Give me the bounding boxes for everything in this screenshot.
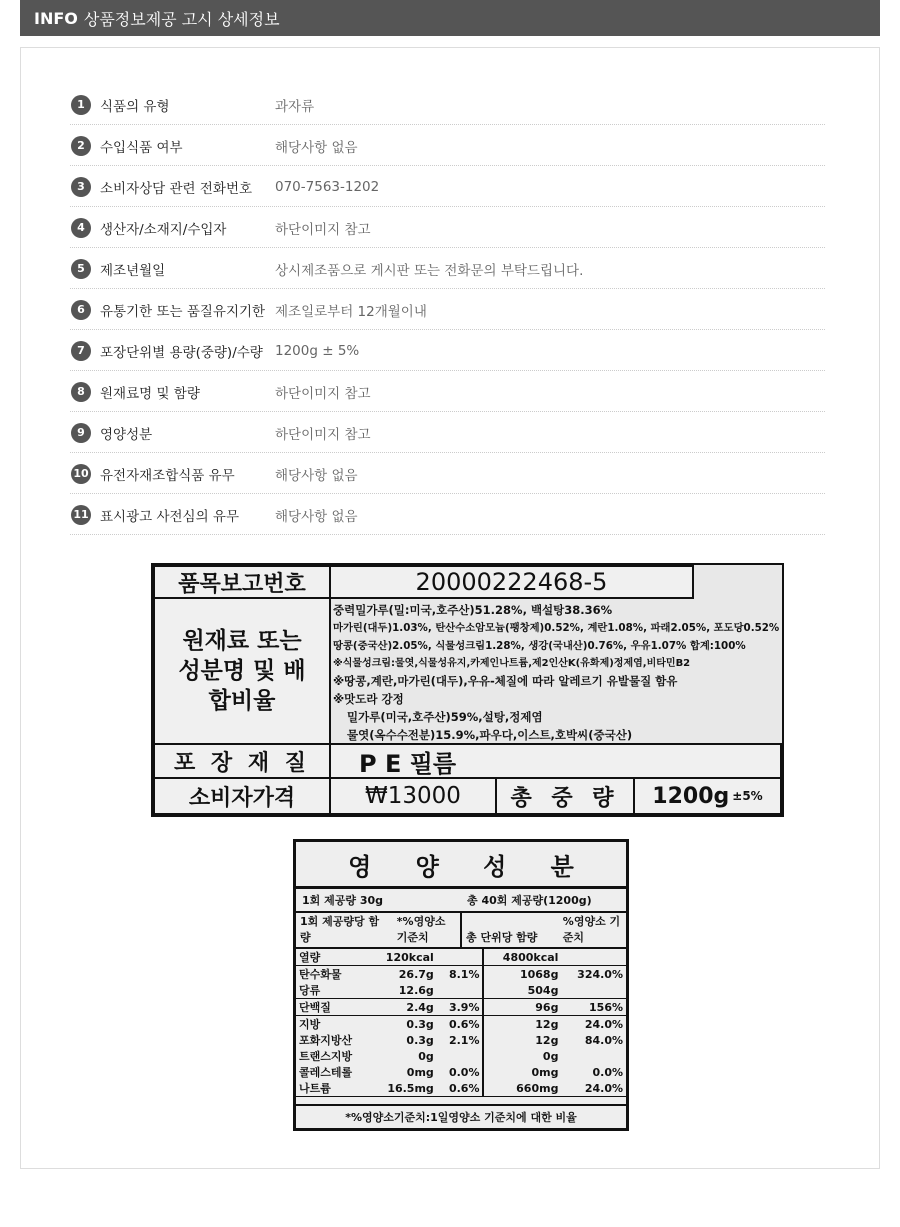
nutrition-row — [296, 982, 626, 999]
row-value: 제조일로부터 12개월이내 — [275, 303, 427, 320]
header-title: 상품정보제공 고시 상세정보 — [83, 9, 280, 29]
per-serving-amount: 120kcal — [370, 949, 437, 966]
nutrition-row — [296, 1032, 626, 1048]
row-value: 상시제조품으로 게시판 또는 전화문의 부탁드립니다. — [275, 262, 584, 279]
row-number-badge: 7 — [71, 341, 91, 361]
table-row — [70, 331, 825, 371]
nutrition-row — [296, 1048, 626, 1064]
per-serving-pct — [437, 1048, 484, 1064]
row-number-badge: 4 — [71, 218, 91, 238]
per-serving-pct — [437, 982, 484, 999]
row-value: 070-7563-1202 — [275, 178, 380, 195]
row-label: 생산자/소재지/수입자 — [100, 221, 227, 238]
per-serving-pct: 0.6% — [437, 1080, 484, 1097]
nutrition-table — [296, 949, 626, 1097]
ingredients-label: 원재료 또는 성분명 및 배합비율 — [153, 597, 331, 745]
per-serving-pct: 0.6% — [448, 1017, 480, 1031]
total-amount: 0g — [483, 1048, 561, 1064]
weight-label: 총 중 량 — [495, 777, 635, 815]
header-total: 총 단위당 함량 — [460, 913, 559, 947]
total-pct: 24.0% — [561, 1080, 626, 1097]
table-row — [70, 167, 825, 207]
row-value: 해당사항 없음 — [275, 508, 358, 525]
row-label: 표시광고 사전심의 유무 — [100, 508, 239, 525]
nutrition-row — [296, 999, 626, 1016]
nutrition-header — [296, 913, 626, 949]
total-pct: 84.0% — [584, 1033, 623, 1047]
per-serving-pct — [437, 949, 484, 966]
serving-size: 1회 제공량 30g — [302, 894, 383, 907]
table-row — [70, 249, 825, 289]
table-row — [70, 495, 825, 535]
per-serving-amount: 26.7g — [398, 967, 434, 981]
nutrient-name: 단백질 — [296, 999, 370, 1016]
table-row — [70, 126, 825, 166]
header-per-serving-pct: *%영양소 기준치 — [396, 915, 446, 944]
row-label: 제조년월일 — [100, 262, 166, 279]
total-pct: 24.0% — [584, 1017, 623, 1031]
nutrient-name: 탄수화물 — [299, 968, 342, 981]
ingredient-line: ※땅콩,계란,마가린(대두),우유-체질에 따라 알레르기 유발물질 함유 — [333, 674, 678, 689]
header-total-pct: %영양소 기준치 — [562, 915, 621, 944]
row-label: 소비자상담 관련 전화번호 — [100, 180, 253, 197]
nutrient-name: 나트륨 — [296, 1080, 370, 1097]
ingredient-line: ※식물성크림:물엿,식물성유지,카제인나트륨,제2인산K(유화제)정제염,비타민B2 — [333, 658, 691, 670]
per-serving-amount: 16.5mg — [370, 1080, 437, 1097]
per-serving-amount: 0g — [418, 1049, 434, 1063]
row-value: 하단이미지 참고 — [275, 221, 371, 238]
nutrition-row — [296, 1016, 626, 1033]
row-number-badge: 1 — [71, 95, 91, 115]
row-label: 유통기한 또는 품질유지기한 — [100, 303, 266, 320]
total-amount: 12g — [483, 1016, 561, 1033]
info-table — [70, 85, 825, 536]
ingredient-line: 땅콩(중국산)2.05%, 식물성크림1.28%, 생강(국내산)0.76%, 우유1.07% 합계:100% — [333, 639, 746, 652]
total-amount: 0mg — [483, 1064, 561, 1080]
per-serving-amount: 0.3g — [406, 1033, 434, 1047]
row-value: 해당사항 없음 — [275, 139, 358, 156]
nutrition-title-char: 분 — [550, 852, 574, 881]
per-serving-pct: 8.1% — [448, 967, 480, 981]
total-amount: 12g — [483, 1032, 561, 1048]
table-row — [70, 208, 825, 248]
nutrition-row — [296, 966, 626, 983]
nutrition-title-char: 성 — [483, 852, 507, 881]
row-number-badge: 5 — [71, 259, 91, 279]
report-number: 20000222468-5 — [329, 565, 694, 599]
ingredient-line: 물엿(옥수수전분)15.9%,파우다,이스트,호박씨(중국산) — [347, 727, 633, 742]
packaging-value: P E 필름 — [329, 743, 782, 779]
nutrient-name: 트랜스지방 — [299, 1050, 353, 1063]
per-serving-pct: 2.1% — [448, 1033, 480, 1047]
ingredient-line: 밀가루(미국,호주산)59%,설탕,정제염 — [347, 709, 543, 724]
row-label: 포장단위별 용량(중량)/수량 — [100, 344, 263, 361]
total-servings: 총 40회 제공량(1200g) — [467, 894, 592, 907]
report-number-label: 품목보고번호 — [153, 565, 331, 599]
nutrition-row — [296, 949, 626, 966]
nutrient-name: 당류 — [296, 982, 370, 999]
total-pct: 156% — [561, 999, 626, 1016]
table-row — [70, 454, 825, 494]
packaging-label: 포 장 재 질 — [153, 743, 331, 779]
weight-value — [633, 777, 782, 815]
row-label: 수입식품 여부 — [100, 139, 183, 156]
nutrient-name: 콜레스테롤 — [299, 1066, 353, 1079]
table-row — [70, 413, 825, 453]
nutrition-title-char: 양 — [415, 852, 439, 881]
row-value: 하단이미지 참고 — [275, 426, 371, 443]
table-row — [70, 85, 825, 125]
row-label: 영양성분 — [100, 426, 153, 443]
price-label: 소비자가격 — [153, 777, 331, 815]
total-amount: 504g — [483, 982, 561, 999]
total-amount: 96g — [483, 999, 561, 1016]
header-prefix: INFO — [34, 8, 78, 28]
row-value: 하단이미지 참고 — [275, 385, 371, 402]
serving-info — [296, 889, 626, 913]
nutrition-row — [296, 1080, 626, 1097]
row-number-badge: 8 — [71, 382, 91, 402]
nutrient-name: 열량 — [296, 949, 370, 966]
ingredient-line: 마가린(대두)1.03%, 탄산수소암모늄(팽창제)0.52%, 계란1.08%, 파래2.05%, 포도당0.52% — [333, 621, 780, 634]
total-pct — [561, 1048, 626, 1064]
per-serving-amount: 2.4g — [370, 999, 437, 1016]
nutrition-row — [296, 1064, 626, 1080]
nutrition-facts-label — [293, 839, 629, 1131]
total-pct — [561, 982, 626, 999]
table-row — [70, 290, 825, 330]
total-amount: 4800kcal — [483, 949, 561, 966]
header-per-serving: 1회 제공량당 함량 — [300, 915, 380, 944]
product-label-sheet — [151, 563, 784, 817]
section-header — [20, 0, 880, 36]
per-serving-pct: 3.9% — [437, 999, 484, 1016]
table-row — [70, 372, 825, 412]
row-value: 1200g ± 5% — [275, 342, 360, 359]
row-number-badge: 11 — [71, 505, 91, 525]
per-serving-pct: 0.0% — [448, 1065, 480, 1079]
total-pct: 0.0% — [592, 1065, 623, 1079]
per-serving-amount: 12.6g — [370, 982, 437, 999]
weight-tolerance: ±5% — [732, 789, 763, 803]
total-amount: 1068g — [483, 966, 561, 983]
total-pct — [561, 949, 626, 966]
ingredient-line: 중력밀가루(밀:미국,호주산)51.28%, 백설탕38.36% — [333, 603, 613, 617]
weight-amount: 1200g — [652, 783, 730, 809]
row-label: 식품의 유형 — [100, 98, 170, 115]
nutrition-footnote: *%영양소기준치:1일영양소 기준치에 대한 비율 — [296, 1104, 626, 1128]
nutrition-title — [296, 842, 626, 889]
row-value: 과자류 — [275, 98, 315, 115]
ingredients-list — [333, 602, 783, 744]
row-label: 원재료명 및 함량 — [100, 385, 200, 402]
ingredient-line: ※맛도라 강정 — [333, 691, 404, 706]
nutrient-name: 지방 — [299, 1018, 321, 1031]
total-pct: 324.0% — [577, 967, 623, 981]
nutrition-title-char: 영 — [348, 852, 372, 881]
per-serving-amount: 0mg — [406, 1065, 434, 1079]
total-amount: 660mg — [483, 1080, 561, 1097]
row-number-badge: 10 — [71, 464, 91, 484]
row-number-badge: 3 — [71, 177, 91, 197]
per-serving-amount: 0.3g — [406, 1017, 434, 1031]
row-number-badge: 2 — [71, 136, 91, 156]
row-value: 해당사항 없음 — [275, 467, 358, 484]
row-label: 유전자재조합식품 유무 — [100, 467, 235, 484]
nutrient-name: 포화지방산 — [299, 1034, 353, 1047]
price-value: ₩13000 — [329, 777, 497, 815]
row-number-badge: 9 — [71, 423, 91, 443]
row-number-badge: 6 — [71, 300, 91, 320]
